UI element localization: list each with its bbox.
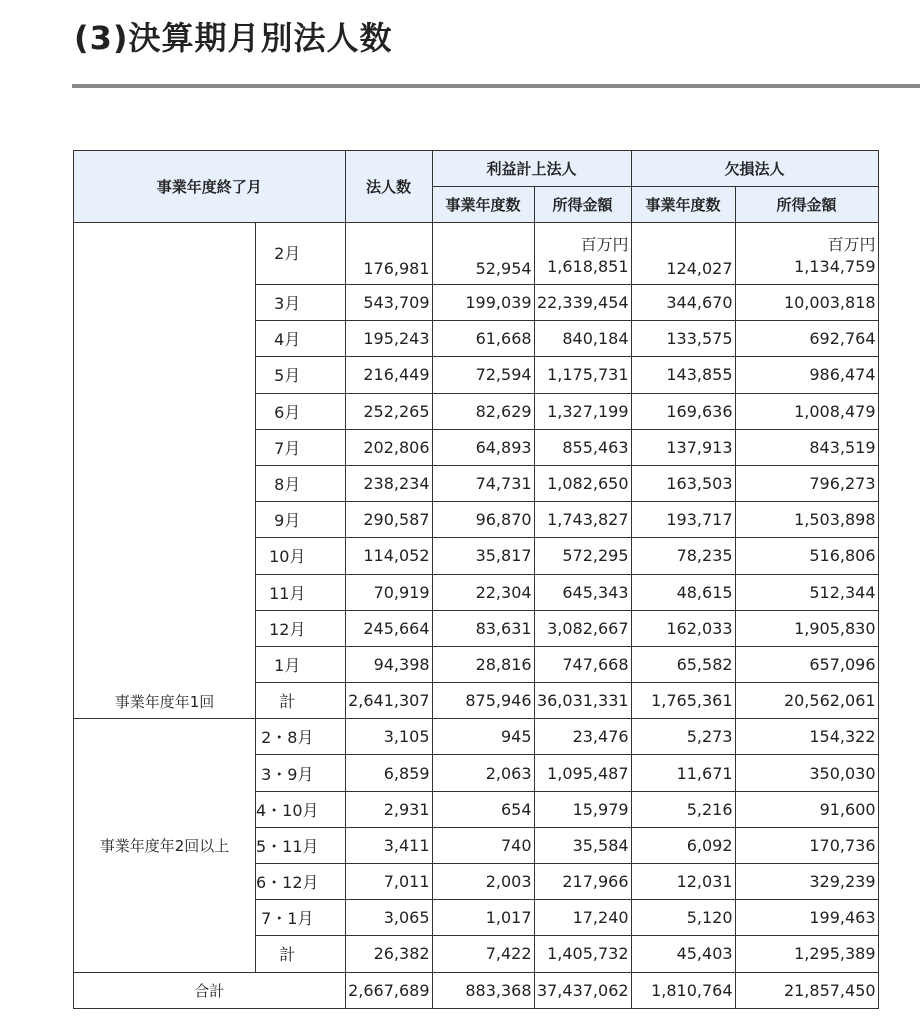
header-profit-fiscal-years: 事業年度数 <box>432 187 534 223</box>
loss-income-cell: 986,474 <box>735 357 878 393</box>
profit-years-cell: 740 <box>432 827 534 863</box>
loss-income-cell: 796,273 <box>735 465 878 501</box>
profit-years-cell: 654 <box>432 791 534 827</box>
profit-years-cell: 52,954 <box>432 223 534 285</box>
profit-years-cell: 82,629 <box>432 393 534 429</box>
corp-count-cell: 238,234 <box>345 465 432 501</box>
profit-income-cell: 572,295 <box>534 538 631 574</box>
month-cell: 計 <box>256 936 346 972</box>
unit-label: 百万円 <box>827 235 876 254</box>
profit-income-cell: 36,031,331 <box>534 683 631 719</box>
corp-count-cell: 3,411 <box>345 827 432 863</box>
corporations-by-fiscal-month-table <box>73 150 879 1009</box>
profit-income-cell: 747,668 <box>534 646 631 682</box>
loss-years-cell: 5,120 <box>631 900 735 936</box>
loss-income-cell: 199,463 <box>735 900 878 936</box>
month-cell: 1月 <box>256 646 346 682</box>
total-row <box>74 972 879 1008</box>
corp-count-cell: 3,065 <box>345 900 432 936</box>
corp-count-cell: 6,859 <box>345 755 432 791</box>
profit-income-cell: 3,082,667 <box>534 610 631 646</box>
loss-income-cell: 516,806 <box>735 538 878 574</box>
corp-count-cell: 26,382 <box>345 936 432 972</box>
header-profit-group: 利益計上法人 <box>432 151 631 187</box>
month-cell: 9月 <box>256 502 346 538</box>
month-cell: 4月 <box>256 321 346 357</box>
total-loss-years-cell: 1,810,764 <box>631 972 735 1008</box>
profit-income-cell: 23,476 <box>534 719 631 755</box>
header-period-end: 事業年度終了月 <box>74 151 346 223</box>
corp-count-cell: 245,664 <box>345 610 432 646</box>
loss-years-cell: 137,913 <box>631 429 735 465</box>
profit-years-cell: 2,003 <box>432 864 534 900</box>
total-corp-count-cell: 2,667,689 <box>345 972 432 1008</box>
month-cell: 8月 <box>256 465 346 501</box>
profit-years-cell: 96,870 <box>432 502 534 538</box>
table-body <box>74 223 879 1009</box>
loss-income-cell: 1,295,389 <box>735 936 878 972</box>
loss-years-cell: 12,031 <box>631 864 735 900</box>
profit-income-cell: 1,327,199 <box>534 393 631 429</box>
corp-count-cell: 7,011 <box>345 864 432 900</box>
month-cell: 5・11月 <box>256 827 346 863</box>
loss-years-cell: 133,575 <box>631 321 735 357</box>
corp-count-cell: 195,243 <box>345 321 432 357</box>
profit-income-cell: 17,240 <box>534 900 631 936</box>
total-profit-income-cell: 37,437,062 <box>534 972 631 1008</box>
loss-years-cell: 143,855 <box>631 357 735 393</box>
loss-income-cell: 1,503,898 <box>735 502 878 538</box>
loss-income-cell: 350,030 <box>735 755 878 791</box>
loss-years-cell: 11,671 <box>631 755 735 791</box>
loss-income-cell: 20,562,061 <box>735 683 878 719</box>
corp-count-cell: 70,919 <box>345 574 432 610</box>
profit-income-cell: 1,095,487 <box>534 755 631 791</box>
profit-years-cell: 28,816 <box>432 646 534 682</box>
profit-years-cell: 7,422 <box>432 936 534 972</box>
profit-income-cell: 840,184 <box>534 321 631 357</box>
unit-label: 百万円 <box>580 235 629 254</box>
loss-income-cell: 512,344 <box>735 574 878 610</box>
corp-count-cell: 2,641,307 <box>345 683 432 719</box>
corp-count-cell: 2,931 <box>345 791 432 827</box>
month-cell: 12月 <box>256 610 346 646</box>
header-loss-fiscal-years: 事業年度数 <box>631 187 735 223</box>
month-cell: 3・9月 <box>256 755 346 791</box>
profit-years-cell: 83,631 <box>432 610 534 646</box>
loss-income-cell: 1,008,479 <box>735 393 878 429</box>
loss-income-cell: 154,322 <box>735 719 878 755</box>
loss-years-cell: 163,503 <box>631 465 735 501</box>
loss-years-cell: 5,273 <box>631 719 735 755</box>
loss-years-cell: 162,033 <box>631 610 735 646</box>
loss-income-cell <box>735 223 878 285</box>
profit-years-cell: 72,594 <box>432 357 534 393</box>
loss-years-cell: 5,216 <box>631 791 735 827</box>
loss-income-cell: 843,519 <box>735 429 878 465</box>
profit-income-cell: 1,405,732 <box>534 936 631 972</box>
corp-count-cell: 3,105 <box>345 719 432 755</box>
profit-years-cell: 1,017 <box>432 900 534 936</box>
profit-income-cell: 855,463 <box>534 429 631 465</box>
corp-count-cell: 290,587 <box>345 502 432 538</box>
profit-years-cell: 22,304 <box>432 574 534 610</box>
loss-years-cell: 65,582 <box>631 646 735 682</box>
profit-income-cell <box>534 223 631 285</box>
month-cell: 5月 <box>256 357 346 393</box>
profit-years-cell: 64,893 <box>432 429 534 465</box>
corp-count-cell: 176,981 <box>345 223 432 285</box>
loss-years-cell: 169,636 <box>631 393 735 429</box>
table-row <box>74 223 879 285</box>
month-cell: 4・10月 <box>256 791 346 827</box>
month-cell: 7・1月 <box>256 900 346 936</box>
profit-years-cell: 35,817 <box>432 538 534 574</box>
loss-years-cell: 78,235 <box>631 538 735 574</box>
loss-years-cell: 45,403 <box>631 936 735 972</box>
profit-years-cell: 61,668 <box>432 321 534 357</box>
corp-count-cell: 543,709 <box>345 285 432 321</box>
month-cell: 6・12月 <box>256 864 346 900</box>
header-loss-income: 所得金額 <box>735 187 878 223</box>
profit-income-cell: 15,979 <box>534 791 631 827</box>
corp-count-cell: 94,398 <box>345 646 432 682</box>
loss-income-cell: 1,905,830 <box>735 610 878 646</box>
profit-years-cell: 945 <box>432 719 534 755</box>
month-cell: 11月 <box>256 574 346 610</box>
total-loss-income-cell: 21,857,450 <box>735 972 878 1008</box>
group-label: 事業年度年2回以上 <box>74 719 256 972</box>
header-loss-group: 欠損法人 <box>631 151 878 187</box>
loss-years-cell: 6,092 <box>631 827 735 863</box>
profit-years-cell: 199,039 <box>432 285 534 321</box>
corp-count-cell: 252,265 <box>345 393 432 429</box>
loss-years-cell: 124,027 <box>631 223 735 285</box>
title-divider <box>72 84 920 88</box>
profit-income-cell: 645,343 <box>534 574 631 610</box>
month-cell: 7月 <box>256 429 346 465</box>
value-text: 1,618,851 <box>547 257 629 276</box>
loss-years-cell: 1,765,361 <box>631 683 735 719</box>
month-cell: 3月 <box>256 285 346 321</box>
loss-years-cell: 48,615 <box>631 574 735 610</box>
loss-income-cell: 657,096 <box>735 646 878 682</box>
month-cell: 6月 <box>256 393 346 429</box>
month-cell: 2月 <box>256 223 346 285</box>
header-corp-count: 法人数 <box>345 151 432 223</box>
value-text: 1,134,759 <box>794 257 876 276</box>
loss-income-cell: 170,736 <box>735 827 878 863</box>
profit-years-cell: 74,731 <box>432 465 534 501</box>
corp-count-cell: 202,806 <box>345 429 432 465</box>
total-profit-years-cell: 883,368 <box>432 972 534 1008</box>
header-profit-income: 所得金額 <box>534 187 631 223</box>
profit-income-cell: 1,743,827 <box>534 502 631 538</box>
profit-income-cell: 22,339,454 <box>534 285 631 321</box>
profit-income-cell: 217,966 <box>534 864 631 900</box>
group-label: 事業年度年1回 <box>74 223 256 719</box>
month-cell: 10月 <box>256 538 346 574</box>
profit-years-cell: 875,946 <box>432 683 534 719</box>
corp-count-cell: 114,052 <box>345 538 432 574</box>
loss-income-cell: 10,003,818 <box>735 285 878 321</box>
page-title: (3)決算期月別法人数 <box>74 19 393 57</box>
profit-years-cell: 2,063 <box>432 755 534 791</box>
profit-income-cell: 1,082,650 <box>534 465 631 501</box>
table-row <box>74 719 879 755</box>
loss-income-cell: 329,239 <box>735 864 878 900</box>
month-cell: 計 <box>256 683 346 719</box>
loss-income-cell: 692,764 <box>735 321 878 357</box>
loss-years-cell: 193,717 <box>631 502 735 538</box>
profit-income-cell: 1,175,731 <box>534 357 631 393</box>
loss-years-cell: 344,670 <box>631 285 735 321</box>
corp-count-cell: 216,449 <box>345 357 432 393</box>
month-cell: 2・8月 <box>256 719 346 755</box>
loss-income-cell: 91,600 <box>735 791 878 827</box>
total-label: 合計 <box>74 972 346 1008</box>
profit-income-cell: 35,584 <box>534 827 631 863</box>
